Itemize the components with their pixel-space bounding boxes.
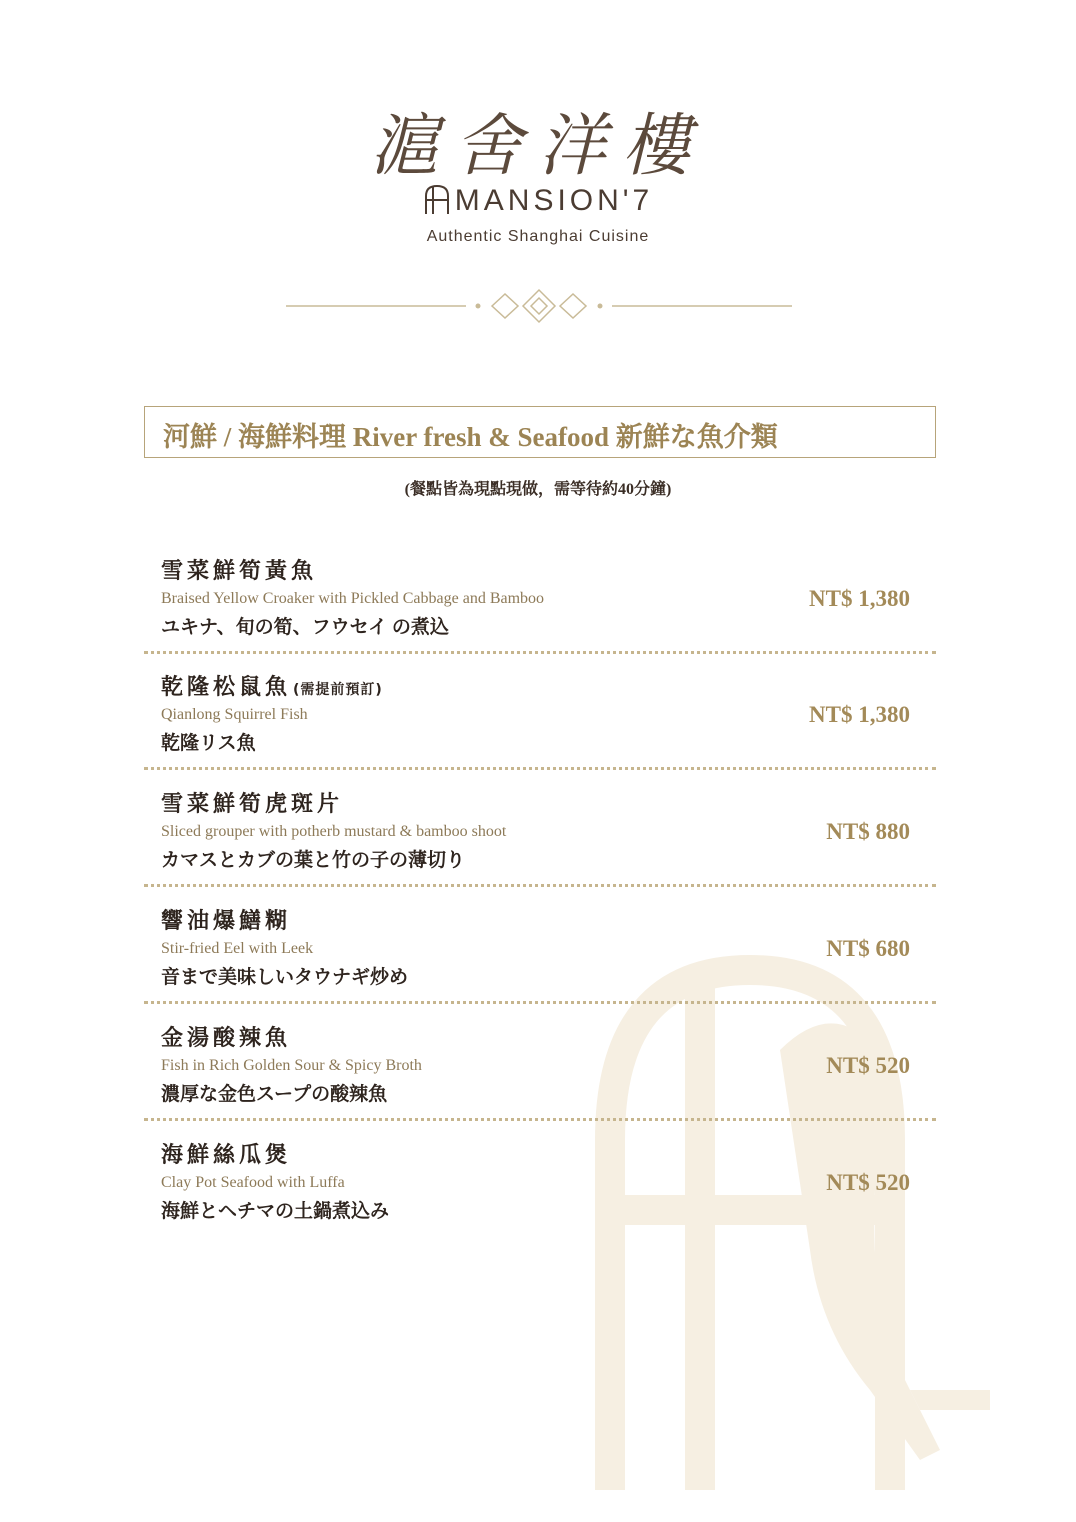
menu-item — [0, 1132, 1076, 1249]
item-english-name: Braised Yellow Croaker with Pickled Cabbage and Bamboo — [161, 590, 545, 607]
item-price: NT$ 880 — [826, 819, 910, 844]
menu-item — [0, 548, 1076, 665]
section-header — [144, 406, 936, 458]
menu-item — [0, 1015, 1076, 1132]
window-logo-icon — [423, 184, 451, 214]
item-english-name: Fish in Rich Golden Sour & Spicy Broth — [161, 1057, 422, 1074]
dotted-divider — [144, 651, 936, 654]
item-japanese-name: 海鮮とヘチマの土鍋煮込み — [161, 1201, 390, 1222]
item-chinese-name — [161, 1021, 293, 1052]
item-english-name: Qianlong Squirrel Fish — [161, 706, 308, 723]
dotted-divider — [144, 1118, 936, 1121]
item-japanese-name: 音まで美味しいタウナギ炒め — [161, 967, 409, 988]
brand-chinese-name: 滬舍洋樓 — [369, 107, 706, 186]
item-price: NT$ 680 — [826, 936, 910, 961]
item-chinese-name — [161, 787, 345, 818]
item-chinese-text: 雪菜鮮筍黃魚 — [161, 559, 318, 584]
dotted-divider — [144, 884, 936, 887]
item-english-name: Stir-fried Eel with Leek — [161, 940, 314, 957]
brand-english-text: MANSION'7 — [454, 184, 654, 217]
item-english-name: Sliced grouper with potherb mustard & bamboo shoot — [161, 823, 507, 840]
item-japanese-name: 濃厚な金色スープの酸辣魚 — [161, 1084, 388, 1105]
menu-item — [0, 664, 1076, 781]
item-chinese-text: 海鮮絲瓜煲 — [161, 1143, 292, 1168]
item-chinese-name — [161, 904, 293, 935]
item-price: NT$ 1,380 — [809, 586, 910, 611]
ornament-divider — [286, 288, 792, 324]
dotted-divider — [144, 767, 936, 770]
item-price: NT$ 520 — [826, 1053, 910, 1078]
item-chinese-text: 雪菜鮮筍虎斑片 — [161, 792, 344, 817]
item-japanese-name: カマスとカブの葉と竹の子の薄切り — [161, 850, 466, 871]
item-japanese-name: ユキナ、旬の筍、フウセイ の煮込 — [161, 617, 449, 638]
item-japanese-name: 乾隆リス魚 — [161, 733, 256, 754]
section-title: 河鮮 / 海鮮料理 River fresh & Seafood 新鮮な魚介類 — [163, 422, 778, 452]
dotted-divider — [144, 1001, 936, 1004]
brand-english-name — [0, 184, 1076, 218]
brand-tagline: Authentic Shanghai Cuisine — [426, 228, 650, 245]
item-chinese-text: 乾隆松鼠魚 — [161, 675, 292, 700]
item-price: NT$ 1,380 — [809, 702, 910, 727]
item-price: NT$ 520 — [826, 1170, 910, 1195]
menu-item — [0, 898, 1076, 1015]
section-note: (餐點皆為現點現做，需等待約40分鐘) — [404, 481, 672, 498]
item-chinese-name — [161, 1138, 293, 1169]
menu-item — [0, 781, 1076, 898]
item-english-name: Clay Pot Seafood with Luffa — [161, 1174, 345, 1191]
item-note: (需提前預訂) — [293, 682, 383, 698]
item-chinese-name — [161, 670, 383, 701]
item-chinese-text: 金湯酸辣魚 — [161, 1026, 292, 1051]
item-chinese-text: 響油爆鱔糊 — [161, 909, 292, 934]
item-chinese-name — [161, 554, 319, 585]
